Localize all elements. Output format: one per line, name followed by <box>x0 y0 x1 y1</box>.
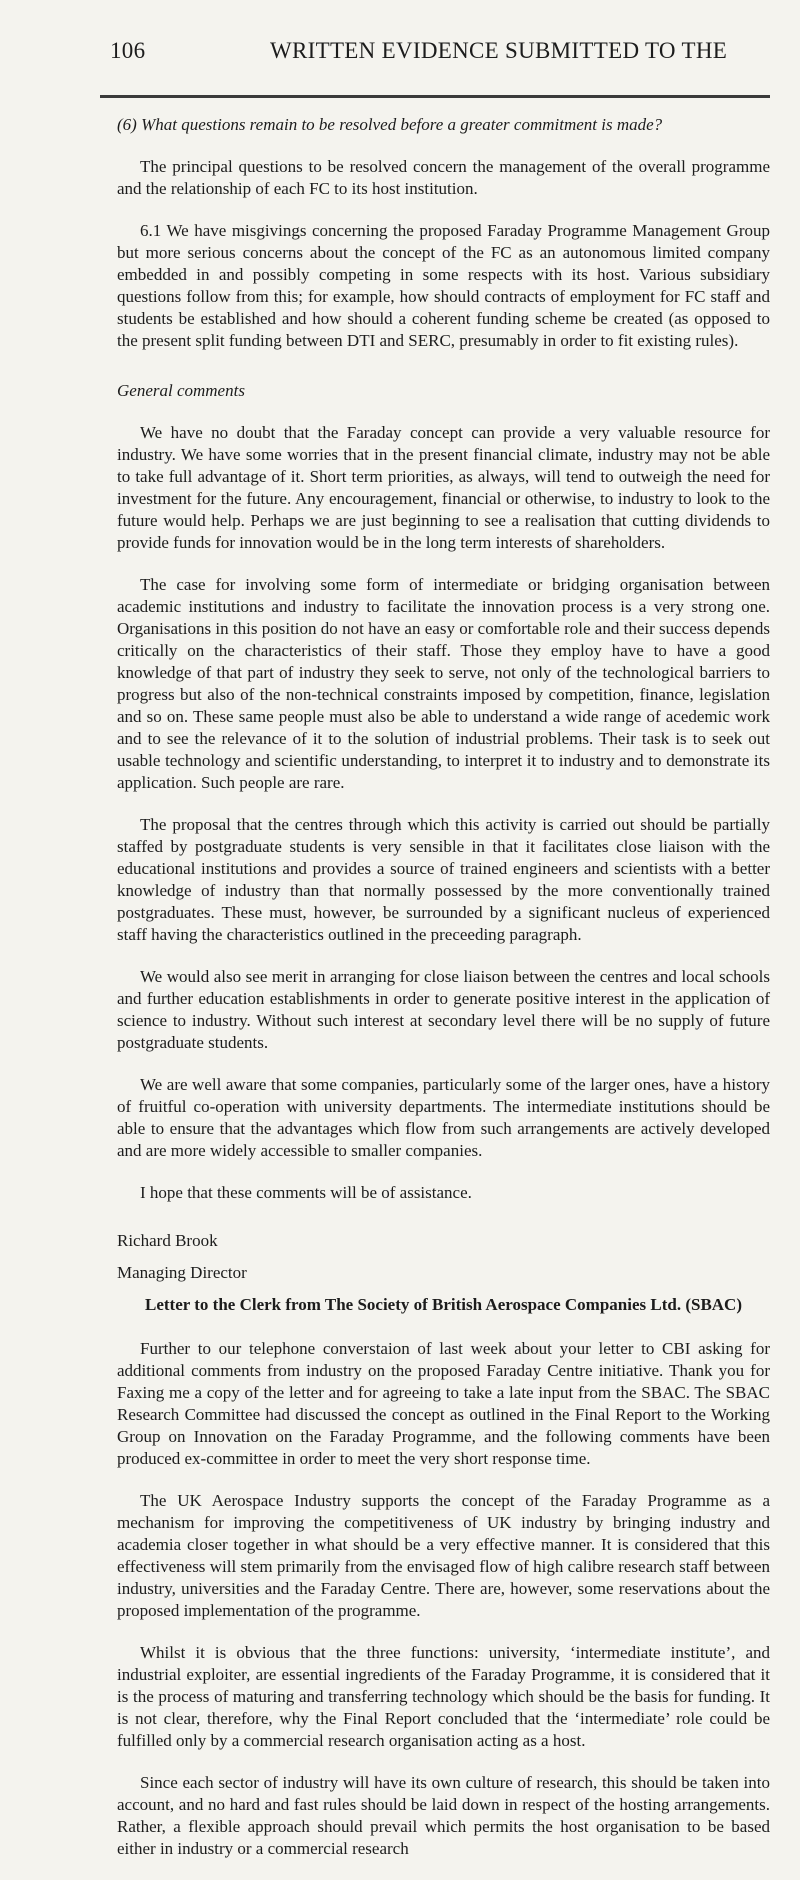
paragraph: I hope that these comments will be of assistance. <box>140 1183 472 1202</box>
running-head: WRITTEN EVIDENCE SUBMITTED TO THE <box>270 38 728 63</box>
signature-name: Richard Brook <box>117 1231 218 1250</box>
paragraph: Further to our telephone converstaion of last week about your letter to CBI asking for additional comments from industry on the proposed Faraday Centre initiative. Thank you for Faxing me a copy of the letter and for agreeing to take a late input from the SBAC. The SBAC Research Committee had discussed the concept as outlined in the Final Report to the Working Group on Innovation on the Faraday Programme, and the following comments have been produced ex-committee in order to meet the very short response time. <box>117 1339 770 1468</box>
paragraph: The principal questions to be resolved concern the management of the overall programme and the relationship of each FC to its host institution. <box>117 157 770 198</box>
page-body <box>117 114 770 1880</box>
header-rule <box>100 95 770 98</box>
paragraph: The case for involving some form of intermediate or bridging organisation between academic institutions and industry to facilitate the innovation process is a very strong one. Organisations in this position do not have an easy or comfortable role and their success depends critically on the characteristics of their staff. Those they employ have to have a good knowledge of that part of industry they seek to serve, not only of the technological barriers to progress but also of the non-technical constraints imposed by competition, finance, legislation and so on. These same people must also be able to understand a wide range of acedemic work and to see the relevance of it to the solution of industrial problems. Their task is to seek out usable technology and scientific understanding, to interpret it to industry and to demonstrate its application. Such people are rare. <box>117 575 770 792</box>
paragraph: We are well aware that some companies, particularly some of the larger ones, have a history of fruitful co-operation with university departments. The intermediate institutions should be able to ensure that the advantages which flow from such arrangements are actively developed and are more widely accessible to smaller companies. <box>117 1075 770 1160</box>
signature-title: Managing Director <box>117 1263 247 1282</box>
page-number: 106 <box>110 38 146 63</box>
paragraph: We have no doubt that the Faraday concept can provide a very valuable resource for industry. We have some worries that in the present financial climate, industry may not be able to take full advantage of it. Short term priorities, as always, will tend to outweigh the need for investment for the future. Any encouragement, financial or otherwise, to industry to look to the future would help. Perhaps we are just beginning to see a realisation that cutting dividends to provide funds for innovation would be in the long term interests of shareholders. <box>117 423 770 552</box>
paragraph: Whilst it is obvious that the three functions: university, ‘intermediate institute’, and industrial exploiter, are essential ingredients of the Faraday Programme, it is considered that it is the process of maturing and transferring technology which should be the basis for funding. It is not clear, therefore, why the Final Report concluded that the ‘intermediate’ role could be fulfilled only by a commercial research organisation acting as a host. <box>117 1643 770 1750</box>
paragraph: Since each sector of industry will have its own culture of research, this should be taken into account, and no hard and fast rules should be laid down in respect of the hosting arrangements. Rather, a flexible approach should prevail which permits the host organisation to be based either in industry or a commercial research <box>117 1773 770 1858</box>
question-heading: (6) What questions remain to be resolved before a greater commitment is made? <box>117 115 663 134</box>
paragraph: 6.1 We have misgivings concerning the proposed Faraday Programme Management Group but more serious concerns about the concept of the FC as an autonomous limited company embedded in and possibly competing in some respects with its host. Various subsidiary questions follow from this; for example, how should contracts of employment for FC staff and students be established and how should a coherent funding scheme be created (as opposed to the present split funding between DTI and SERC, presumably in order to fit existing rules). <box>117 221 770 350</box>
page-header <box>110 38 770 64</box>
paragraph: We would also see merit in arranging for close liaison between the centres and local schools and further education establishments in order to generate positive interest in the application of science to industry. Without such interest at secondary level there will be no supply of future postgraduate students. <box>117 967 770 1052</box>
paragraph: The proposal that the centres through which this activity is carried out should be partially staffed by postgraduate students is very sensible in that it facilitates close liaison with the educational institutions and provides a source of trained engineers and scientists with a better knowledge of industry than that normally possessed by the more conventionally trained postgraduates. These must, however, be surrounded by a significant nucleus of experienced staff having the characteristics outlined in the preceeding paragraph. <box>117 815 770 944</box>
section-heading: General comments <box>117 381 245 400</box>
paragraph: The UK Aerospace Industry supports the concept of the Faraday Programme as a mechanism for improving the competitiveness of UK industry by bringing industry and academia closer together in what should be a very effective manner. It is considered that this effectiveness will stem primarily from the envisaged flow of high calibre research staff between industry, universities and the Faraday Centre. There are, however, some reservations about the proposed implementation of the programme. <box>117 1491 770 1620</box>
letter-heading: Letter to the Clerk from The Society of British Aerospace Companies Ltd. (SBAC) <box>145 1295 742 1314</box>
